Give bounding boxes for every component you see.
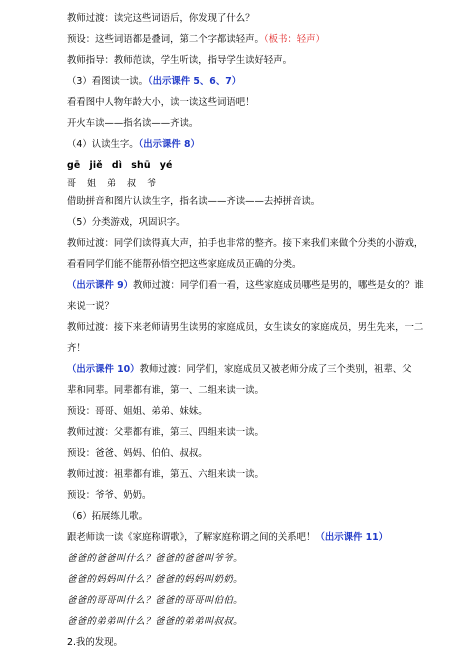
teacher-transition-line: 教师过渡：读完这些词语后，你发现了什么？: [67, 13, 255, 24]
transition-line-cont: 来说一说？: [67, 301, 114, 312]
preset-text: 预设：这些词语都是叠词，第二个字都读轻声。: [67, 34, 264, 45]
character: 叔: [127, 179, 137, 189]
courseware-callout: （出示课件 10）: [67, 364, 140, 375]
transition-line: 教师过渡：同学们读得真大声，拍手也非常的整齐。接下来我们来做个分类的小游戏，: [67, 238, 424, 249]
transition-line-cont: 齐！: [67, 343, 86, 354]
song-line: 爸爸的爸爸叫什么？爸爸的爸爸叫爷爷。: [67, 553, 243, 564]
character: 姐: [87, 179, 97, 189]
teacher-guidance-line: 教师指导：教师范读，学生听读，指导学生读好轻声。: [67, 55, 293, 66]
transition-text: 教师过渡：同学们看一看，这些家庭成员哪些是男的，哪些是女的？谁: [133, 280, 424, 291]
courseware-callout: （出示课件 9）: [67, 280, 134, 291]
new-characters-row: [67, 178, 167, 190]
character: 弟: [107, 179, 117, 189]
reading-method-line: 开火车读——指名读——齐读。: [67, 118, 199, 129]
section-heading-3: [67, 76, 241, 88]
section-heading-6: （6）拓展练儿歌。: [67, 511, 148, 522]
section-heading-text: （3）看图读一读。: [67, 76, 148, 87]
song-intro-line: [67, 532, 388, 544]
section-heading-4: [67, 139, 200, 151]
preset-line: 预设：爸爸、妈妈、伯伯、叔叔。: [67, 448, 208, 459]
pinyin-syllable: gē: [67, 160, 81, 171]
preset-line: 预设：爷爷、奶奶。: [67, 490, 152, 501]
courseware-callout: （出示课件 11）: [315, 532, 388, 543]
subsection-heading: 2.我的发现。: [67, 637, 123, 648]
transition-line: 教师过渡：父辈都有谁，第三、四组来读一读。: [67, 427, 264, 438]
pinyin-syllable: jiě: [89, 160, 103, 171]
section-heading-text: （4）认读生字。: [67, 139, 139, 150]
courseware-callout: （出示课件 8）: [138, 139, 200, 150]
preset-line: [67, 34, 325, 46]
transition-line: 教师过渡：接下来老师请男生读男的家庭成员，女生读女的家庭成员，男生先来，一二: [67, 322, 424, 333]
transition-text: 教师过渡：同学们，家庭成员又被老师分成了三个类别，祖辈、父: [139, 364, 412, 375]
pinyin-syllable: shū: [131, 160, 151, 171]
blackboard-note: （板书：轻声）: [263, 34, 325, 45]
character: 哥: [67, 179, 77, 189]
preset-line: 预设：哥哥、姐姐、弟弟、妹妹。: [67, 406, 208, 417]
character: 爷: [147, 179, 157, 189]
transition-line-cont: 看看同学们能不能帮孙悟空把这些家庭成员正确的分类。: [67, 259, 302, 270]
courseware-10-line: [67, 364, 411, 376]
pinyin-syllable: dì: [111, 160, 123, 171]
transition-line: 教师过渡：祖辈都有谁，第五、六组来读一读。: [67, 469, 264, 480]
song-intro-text: 跟老师读一读《家庭称谓歌》，了解家庭称谓之间的关系吧！: [67, 532, 316, 543]
recognition-line: 借助拼音和图片认读生字，指名读——齐读——去掉拼音读。: [67, 196, 321, 207]
transition-line-cont: 辈和同辈。同辈都有谁，第一、二组来读一读。: [67, 385, 264, 396]
song-line: 爸爸的弟弟叫什么？爸爸的弟弟叫叔叔。: [67, 616, 243, 627]
song-line: 爸爸的妈妈叫什么？爸爸的妈妈叫奶奶。: [67, 574, 243, 585]
pinyin-row: [67, 160, 182, 172]
instruction-line: 看看图中人物年龄大小，读一读这些词语吧！: [67, 97, 255, 108]
pinyin-syllable: yé: [159, 160, 173, 171]
courseware-callout: （出示课件 5、6、7）: [147, 76, 242, 87]
song-line: 爸爸的哥哥叫什么？爸爸的哥哥叫伯伯。: [67, 595, 243, 606]
courseware-9-line: [67, 280, 424, 292]
section-heading-5: （5）分类游戏，巩固识字。: [67, 217, 186, 228]
